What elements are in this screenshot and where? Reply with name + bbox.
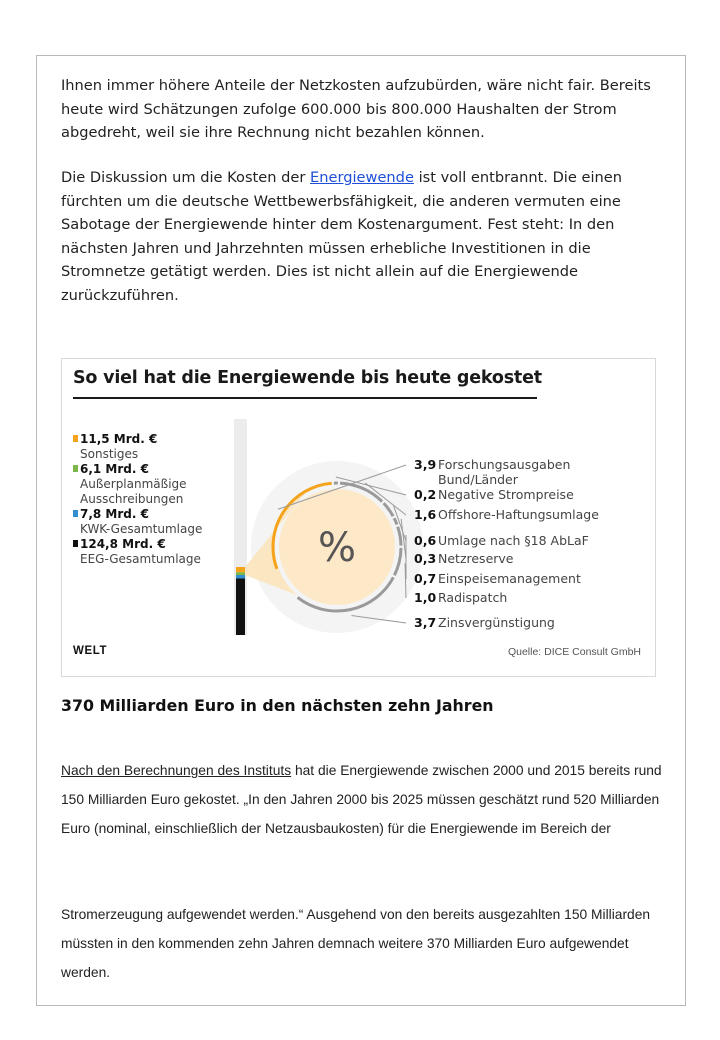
callout-value-2: 0,2 [414, 487, 437, 502]
paragraph-2 [61, 166, 671, 307]
legend-name-2: Außerplanmäßige [80, 477, 187, 491]
section-heading: 370 Milliarden Euro in den nächsten zehn Jahren [61, 696, 494, 715]
callout-name-2: Negative Strompreise [438, 487, 574, 502]
callout-value-3: 1,6 [414, 507, 437, 522]
callout-value-7: 1,0 [414, 590, 437, 605]
callout-value-8: 3,7 [414, 615, 437, 630]
stacked-bar-4 [236, 578, 245, 635]
legend-value-1: 11,5 Mrd. € [80, 432, 158, 446]
legend-swatch-1 [73, 435, 78, 442]
callout-name-7: Radispatch [438, 590, 508, 605]
chart-title: So viel hat die Energiewende bis heute gekostet [73, 368, 542, 388]
stacked-bar-2 [236, 572, 245, 575]
chart-source: Quelle: DICE Consult GmbH [507, 646, 641, 658]
paragraph-3-text: hat die Energiewende zwischen 2000 und 2015 bereits rund 150 Milliarden Euro gekostet. „In den Jahren 2000 bis 2025 müssen geschätzt rund 520 Milliarden Euro (nominal, einschließlich der Netzausbaukosten) für die Energiewende im Bereich der [61, 763, 662, 836]
energiewende-link[interactable]: Energiewende [310, 169, 414, 186]
legend-value-4: 124,8 Mrd. € [80, 537, 166, 551]
callout-value-5: 0,3 [414, 551, 437, 566]
legend-swatch-4 [73, 540, 78, 547]
institute-link[interactable]: Nach den Berechnungen des Instituts [61, 763, 292, 778]
callout-name-3: Offshore-Haftungsumlage [438, 507, 599, 522]
legend-swatch-2 [73, 465, 78, 472]
callout-name-6: Einspeisemanagement [438, 571, 581, 586]
chart-canvas [62, 359, 657, 678]
callout-value-4: 0,6 [414, 533, 437, 548]
callout-name-1-b: Bund/Länder [438, 472, 518, 487]
infographic-figure [61, 358, 656, 677]
callout-name-5: Netzreserve [438, 551, 514, 566]
callout-name-8: Zinsvergünstigung [438, 615, 555, 630]
legend-swatch-3 [73, 510, 78, 517]
callout-name-4: Umlage nach §18 AbLaF [438, 533, 589, 548]
paragraph-4: Stromerzeugung aufgewendet werden.“ Ausgehend von den bereits ausgezahlten 150 Milliarden müssten in den kommenden zehn Jahren demnach weitere 370 Milliarden Euro aufgewendet werden. [61, 907, 651, 980]
legend-name-3: KWK-Gesamtumlage [80, 522, 203, 536]
paragraph-1: Ihnen immer höhere Anteile der Netzkosten aufzubürden, wäre nicht fair. Bereits heute wird Schätzungen zufolge 600.000 bis 800.000 Haushalten der Strom abgedreht, weil sie ihre Rechnung nicht bezahlen können. [61, 77, 651, 141]
document-page [36, 55, 686, 1006]
welt-logo: WELT [73, 645, 108, 657]
paragraph-3 [61, 757, 671, 843]
paragraph-2-text-after: ist voll entbrannt. Die einen fürchten um die deutsche Wettbewerbsfähigkeit, die anderen vermuten eine Sabotage der Energiewende hinter dem Kostenargument. Fest steht: In den nächsten Jahren und Jahrzehnten müssen erhebliche Investitionen in die Stromnetze getätigt werden. Dies ist nicht allein auf die Energiewende zurückzuführen. [61, 169, 622, 304]
stacked-bar-1 [236, 567, 245, 572]
stacked-bar-3 [236, 575, 245, 579]
callout-value-6: 0,7 [414, 571, 437, 586]
legend-value-3: 7,8 Mrd. € [80, 507, 149, 521]
callout-name-1: Forschungsausgaben [438, 457, 571, 472]
legend-value-2: 6,1 Mrd. € [80, 462, 149, 476]
percent-symbol: % [317, 525, 357, 571]
paragraph-2-text-before: Die Diskussion um die Kosten der [61, 169, 311, 186]
callout-value-1: 3,9 [414, 457, 437, 472]
legend-name-1: Sonstiges [80, 447, 139, 461]
legend-name-4: EEG-Gesamtumlage [80, 552, 201, 566]
legend-name-2-b: Ausschreibungen [80, 492, 184, 506]
